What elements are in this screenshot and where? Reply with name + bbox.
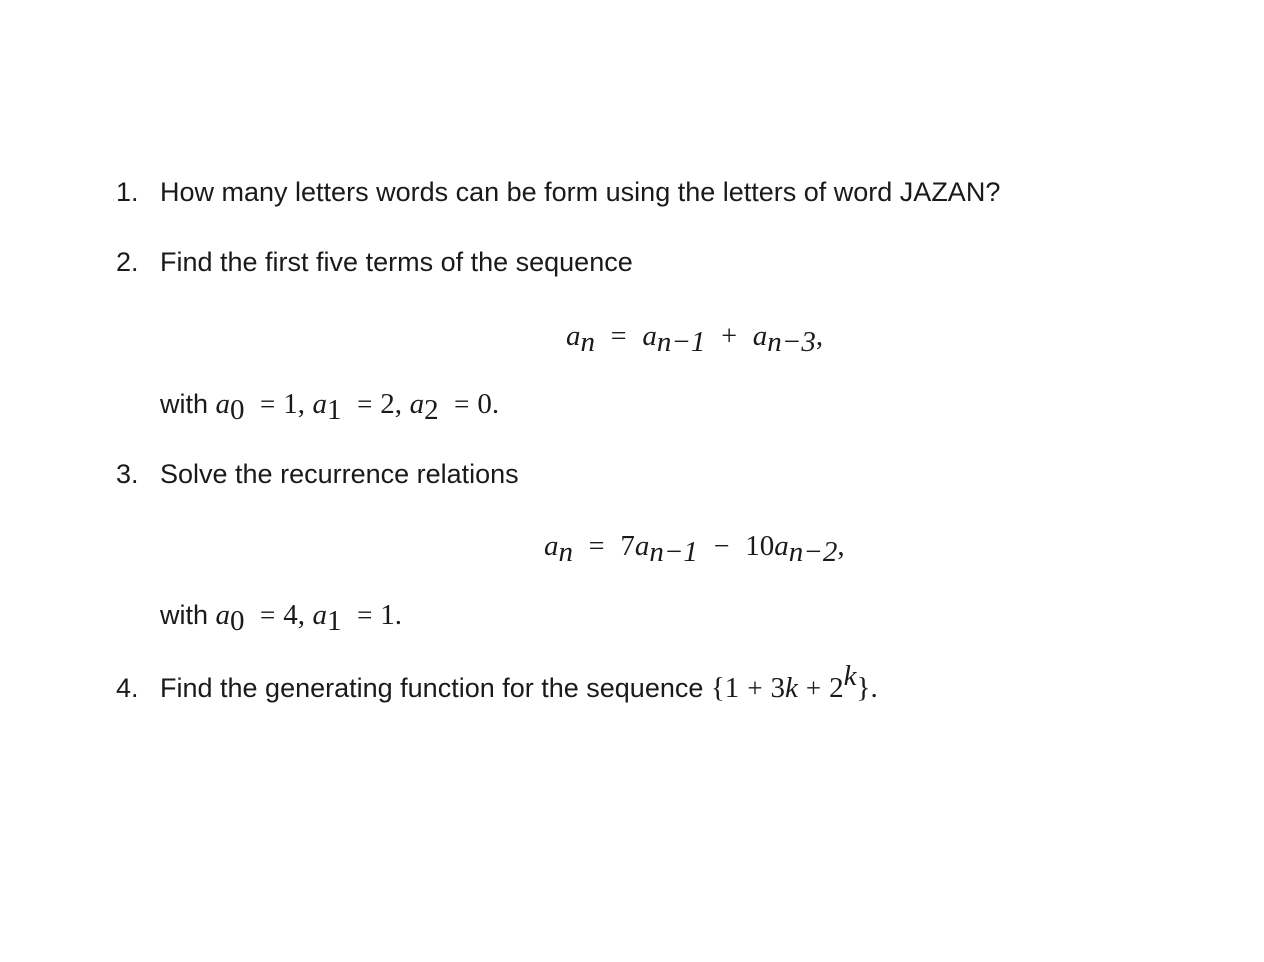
question-number: 2.	[116, 247, 139, 277]
math-value: 4,	[283, 599, 306, 631]
math-operator: =	[610, 321, 627, 352]
math-subscript: n−2	[788, 536, 838, 568]
math-punct: ,	[815, 320, 824, 352]
question-text: Find the generating function for the sequence	[160, 673, 704, 703]
math-operator: =	[454, 389, 470, 419]
math-punct: ,	[837, 530, 845, 562]
math-value: 1,	[283, 388, 306, 420]
question-2	[116, 245, 633, 279]
math-set-close: }.	[856, 672, 878, 704]
question-number: 4.	[116, 673, 139, 703]
recurrence-equation-3	[544, 528, 845, 568]
math-var: a	[634, 530, 650, 562]
math-coefficient: 7	[620, 530, 635, 562]
question-number: 1.	[116, 177, 139, 207]
math-var: a	[312, 599, 328, 631]
math-var: a	[774, 530, 789, 562]
math-subscript: 0	[230, 605, 245, 637]
math-var: a	[409, 388, 425, 420]
math-operator: +	[721, 321, 738, 352]
question-text: Find the first five terms of the sequence	[160, 247, 633, 277]
math-var: a	[544, 530, 559, 562]
math-subscript: n	[558, 536, 573, 568]
math-coefficient: 3	[770, 672, 786, 704]
with-label: with	[160, 389, 209, 419]
math-operator: =	[357, 389, 373, 419]
math-operator: =	[588, 531, 605, 562]
math-subscript: 2	[424, 394, 439, 426]
math-value: 1.	[380, 599, 403, 631]
question-text: How many letters words can be form using the letters of word JAZAN?	[160, 177, 1001, 207]
math-var: a	[752, 320, 768, 352]
math-var: a	[566, 320, 581, 352]
math-var: a	[642, 320, 657, 352]
math-operator: =	[260, 389, 276, 419]
math-operator: =	[357, 600, 373, 630]
math-operator: =	[260, 600, 276, 630]
recurrence-equation-2	[566, 318, 824, 358]
question-4	[116, 660, 878, 705]
math-value: 0.	[477, 388, 500, 420]
math-coefficient: 10	[745, 530, 775, 562]
math-exponent: k	[843, 660, 857, 692]
math-subscript: 1	[327, 605, 342, 637]
math-subscript: n−1	[649, 536, 698, 568]
math-operator: −	[713, 531, 730, 562]
math-subscript: n−3	[767, 326, 816, 358]
math-value: 2,	[380, 388, 403, 420]
question-text: Solve the recurrence relations	[160, 459, 519, 489]
math-operator: +	[747, 673, 763, 703]
math-subscript: n	[580, 326, 595, 358]
question-number: 3.	[116, 459, 139, 489]
question-1	[116, 175, 1000, 209]
math-set-open: {1	[710, 672, 740, 704]
math-subscript: 1	[327, 394, 342, 426]
math-var: a	[312, 388, 328, 420]
math-operator: +	[805, 673, 822, 703]
math-var: k	[785, 672, 798, 704]
math-base: 2	[829, 672, 844, 704]
initial-conditions-3	[160, 598, 403, 637]
with-label: with	[160, 600, 209, 630]
math-var: a	[215, 388, 231, 420]
question-3	[116, 457, 519, 491]
math-subscript: n−1	[656, 326, 706, 358]
math-subscript: 0	[230, 394, 245, 426]
initial-conditions-2	[160, 387, 500, 426]
math-var: a	[215, 599, 231, 631]
